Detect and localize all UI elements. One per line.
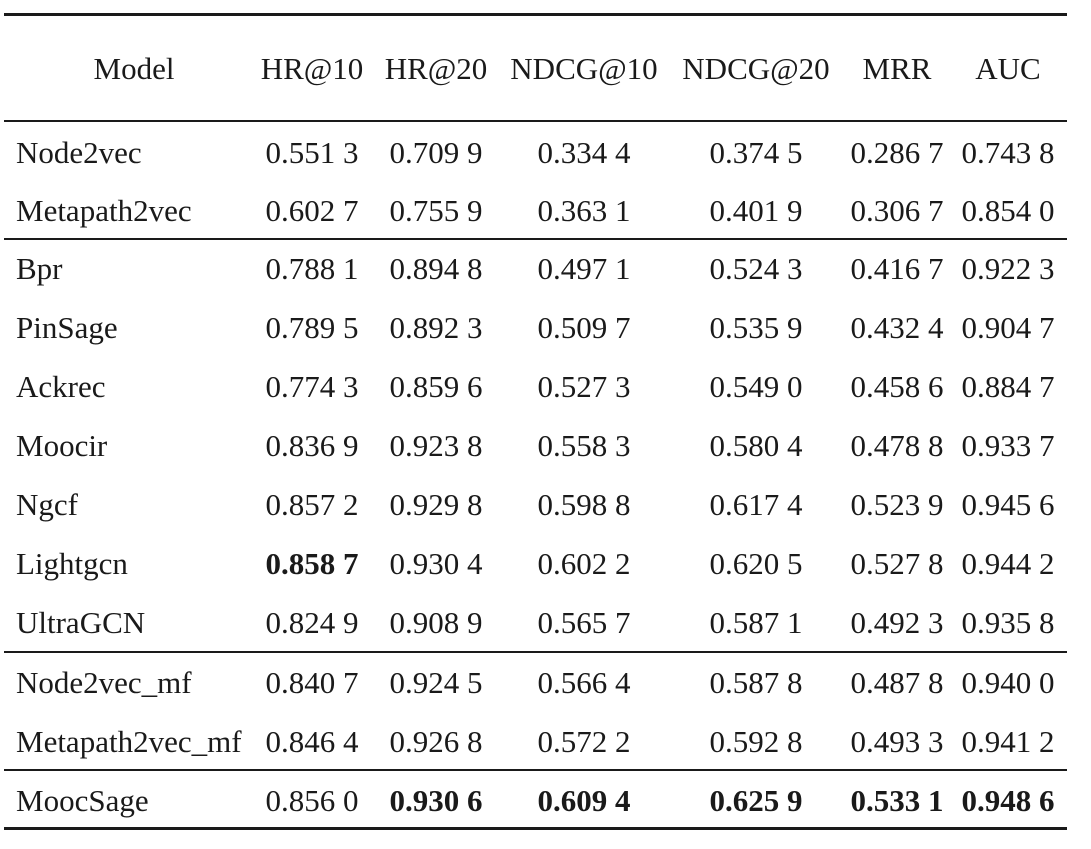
table-row [0, 182, 1091, 240]
header-hr20: HR@20 [384, 51, 488, 86]
value-ndcg20: 0.549 0 [709, 369, 803, 404]
value-ndcg10: 0.558 3 [537, 428, 631, 463]
value-ndcg10: 0.497 1 [537, 251, 631, 286]
table-header-row [0, 40, 1091, 98]
table-row [0, 535, 1091, 593]
value-auc: 0.884 7 [961, 369, 1055, 404]
value-auc: 0.944 2 [961, 546, 1055, 581]
table-row [0, 299, 1091, 357]
header-hr10: HR@10 [260, 51, 364, 86]
value-hr10: 0.551 3 [265, 135, 359, 170]
value-ndcg20: 0.374 5 [709, 135, 803, 170]
model-name: Node2vec [16, 135, 142, 170]
value-ndcg20: 0.587 1 [709, 605, 803, 640]
header-mrr: MRR [862, 51, 932, 86]
model-name: UltraGCN [16, 605, 146, 640]
value-ndcg10: 0.509 7 [537, 310, 631, 345]
value-hr20-best: 0.930 6 [389, 783, 483, 818]
table-row [0, 417, 1091, 475]
value-hr10: 0.788 1 [265, 251, 359, 286]
value-hr20: 0.930 4 [389, 546, 483, 581]
value-hr20: 0.924 5 [389, 665, 483, 700]
header-auc: AUC [975, 51, 1041, 86]
model-name: Ackrec [16, 369, 106, 404]
table-row [0, 240, 1091, 298]
value-auc: 0.904 7 [961, 310, 1055, 345]
value-ndcg20: 0.524 3 [709, 251, 803, 286]
value-ndcg10: 0.527 3 [537, 369, 631, 404]
header-rule [4, 120, 1067, 122]
model-name: Metapath2vec_mf [16, 724, 242, 759]
model-name: Bpr [16, 251, 63, 286]
value-ndcg20: 0.580 4 [709, 428, 803, 463]
table-row [0, 713, 1091, 771]
table-top-rule [4, 13, 1067, 16]
value-ndcg10-best: 0.609 4 [537, 783, 631, 818]
value-auc: 0.933 7 [961, 428, 1055, 463]
header-model: Model [93, 51, 175, 86]
model-name: PinSage [16, 310, 118, 345]
value-auc-best: 0.948 6 [961, 783, 1055, 818]
value-auc: 0.940 0 [961, 665, 1055, 700]
table-row [0, 772, 1091, 830]
value-hr20: 0.892 3 [389, 310, 483, 345]
value-ndcg20: 0.620 5 [709, 546, 803, 581]
table-row [0, 654, 1091, 712]
value-mrr: 0.527 8 [850, 546, 944, 581]
value-hr20: 0.926 8 [389, 724, 483, 759]
value-hr10: 0.789 5 [265, 310, 359, 345]
value-auc: 0.922 3 [961, 251, 1055, 286]
value-ndcg10: 0.572 2 [537, 724, 631, 759]
value-hr10: 0.840 7 [265, 665, 359, 700]
value-auc: 0.935 8 [961, 605, 1055, 640]
value-ndcg20: 0.592 8 [709, 724, 803, 759]
model-name: Moocir [16, 428, 108, 463]
value-ndcg10: 0.363 1 [537, 193, 631, 228]
value-ndcg20: 0.401 9 [709, 193, 803, 228]
value-mrr: 0.487 8 [850, 665, 944, 700]
value-ndcg10: 0.566 4 [537, 665, 631, 700]
group-divider-rule [4, 769, 1067, 771]
value-hr20: 0.908 9 [389, 605, 483, 640]
table-row [0, 124, 1091, 182]
table-row [0, 594, 1091, 652]
value-auc: 0.854 0 [961, 193, 1055, 228]
value-hr10: 0.856 0 [265, 783, 359, 818]
value-mrr: 0.306 7 [850, 193, 944, 228]
header-ndcg20: NDCG@20 [682, 51, 830, 86]
table-row [0, 358, 1091, 416]
value-mrr: 0.478 8 [850, 428, 944, 463]
model-name: Metapath2vec [16, 193, 192, 228]
value-hr10: 0.836 9 [265, 428, 359, 463]
value-ndcg10: 0.598 8 [537, 487, 631, 522]
value-ndcg20: 0.535 9 [709, 310, 803, 345]
value-hr10: 0.846 4 [265, 724, 359, 759]
model-name: Node2vec_mf [16, 665, 192, 700]
value-mrr: 0.416 7 [850, 251, 944, 286]
value-mrr: 0.286 7 [850, 135, 944, 170]
value-mrr: 0.492 3 [850, 605, 944, 640]
value-hr10: 0.602 7 [265, 193, 359, 228]
value-hr10: 0.857 2 [265, 487, 359, 522]
value-hr20: 0.929 8 [389, 487, 483, 522]
value-hr10: 0.774 3 [265, 369, 359, 404]
model-name: Lightgcn [16, 546, 128, 581]
value-mrr: 0.432 4 [850, 310, 944, 345]
value-hr20: 0.709 9 [389, 135, 483, 170]
value-ndcg10: 0.565 7 [537, 605, 631, 640]
value-hr10-best: 0.858 7 [265, 546, 359, 581]
header-ndcg10: NDCG@10 [510, 51, 658, 86]
value-hr10: 0.824 9 [265, 605, 359, 640]
value-ndcg20: 0.587 8 [709, 665, 803, 700]
value-mrr: 0.458 6 [850, 369, 944, 404]
value-ndcg20: 0.617 4 [709, 487, 803, 522]
value-mrr: 0.523 9 [850, 487, 944, 522]
table-row [0, 476, 1091, 534]
value-ndcg10: 0.602 2 [537, 546, 631, 581]
value-mrr-best: 0.533 1 [850, 783, 944, 818]
value-auc: 0.743 8 [961, 135, 1055, 170]
value-hr20: 0.923 8 [389, 428, 483, 463]
value-ndcg20-best: 0.625 9 [709, 783, 803, 818]
table-bottom-rule [4, 827, 1067, 830]
value-auc: 0.941 2 [961, 724, 1055, 759]
model-name: MoocSage [16, 783, 149, 818]
value-hr20: 0.755 9 [389, 193, 483, 228]
value-auc: 0.945 6 [961, 487, 1055, 522]
group-divider-rule [4, 651, 1067, 653]
value-ndcg10: 0.334 4 [537, 135, 631, 170]
value-mrr: 0.493 3 [850, 724, 944, 759]
value-hr20: 0.859 6 [389, 369, 483, 404]
model-name: Ngcf [16, 487, 78, 522]
value-hr20: 0.894 8 [389, 251, 483, 286]
